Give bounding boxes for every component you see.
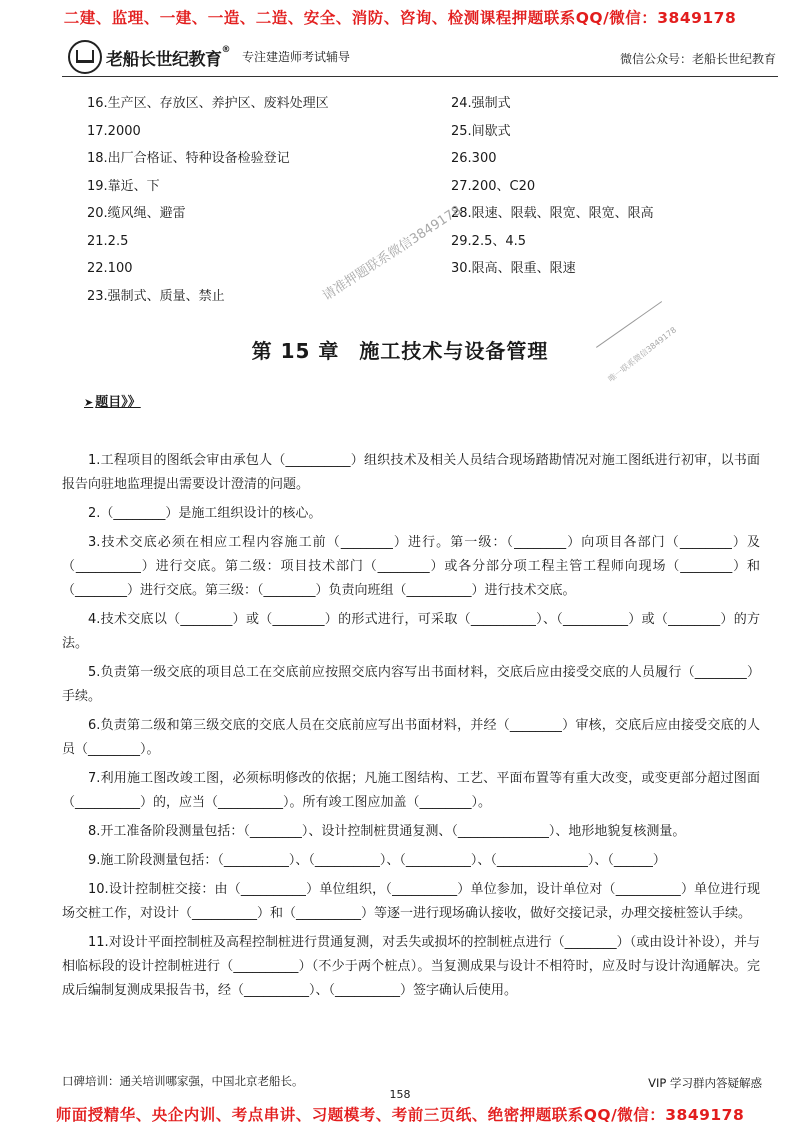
answer-item: 22.100 [87,261,133,276]
chapter-title [0,335,800,364]
answer-item: 26.300 [451,151,497,166]
question-item: 1.工程项目的图纸会审由承包人（__________）组织技术及相关人员结合现场踏勘情况对施工图纸进行初审，以书面报告向驻地监理提出需要设计澄清的问题。 [62,453,760,492]
answer-item: 27.200、C20 [451,178,536,194]
answer-item: 28.限速、限载、限宽、限宽、限高 [451,206,654,221]
answer-item: 29.2.5、4.5 [451,233,527,249]
watermark: 请准押题联系微信3849178 [320,203,465,304]
answer-item: 30.限高、限重、限速 [451,261,576,276]
answer-item: 21.2.5 [87,233,129,249]
answer-item: 24.强制式 [451,96,511,111]
top-banner: 二建、监理、一建、一造、二造、安全、消防、咨询、检测课程押题联系QQ/微信：3849178 [63,9,737,27]
chapter-name: 施工技术与设备管理 [359,339,549,363]
wechat-account: 微信公众号：老船长世纪教育 [619,52,776,66]
question-section-heading: ➤ 题目》》 [84,395,141,410]
answer-list-right [451,90,654,283]
arrow-icon: ➤ [84,396,94,409]
question-item: 8.开工准备阶段测量包括：（________）、设计控制桩贯通复测、（______________）、地形地貌复核测量。 [88,824,686,839]
answer-item: 16.生产区、存放区、养护区、废料处理区 [87,96,329,111]
question-item: 2.（________）是施工组织设计的核心。 [88,506,322,521]
question-item: 10.设计控制桩交接：由（__________）单位组织，（__________）单位参加，设计单位对（__________）单位进行现场交桩工作，对设计（__________）和（__________）等逐一进行现场确认接收，做好交接记录，办理交接桩签认手续。 [62,882,760,921]
footer-vip-note: VIP 学习群内答疑解惑 [648,1076,762,1090]
question-item: 9.施工阶段测量包括：（__________）、（__________）、（__________）、（______________）、（______） [88,853,666,868]
chapter-number: 第 15 章 [251,339,340,363]
watermark-small: 唯一联系微信3849178 [606,325,679,384]
page-header [68,38,776,74]
question-item: 11.对设计平面控制桩及高程控制桩进行贯通复测，对丢失或损坏的控制桩点进行（________）（或由设计补设），并与相临标段的设计控制桩进行（__________）（不少于两个桩点）。当复测成果与设计不相符时，应及时与设计沟通解决。完成后编制复测成果报告书，经（__________）、（__________）签字确认后使用。 [62,935,760,998]
logo [68,40,230,74]
answer-item: 20.缆风绳、避雷 [87,206,186,221]
question-item: 6.负责第二级和第三级交底的交底人员在交底前应写出书面材料，并经（________）审核，交底后应由接受交底的人员（________）。 [62,718,760,757]
question-list [62,449,760,1008]
question-item: 7.利用施工图改竣工图，必须标明修改的依据；凡施工图结构、工艺、平面布置等有重大改变，或变更部分超过图面（__________）的，应当（__________）。所有竣工图应加盖（________）。 [62,771,760,810]
bottom-banner: 师面授精华、央企内训、考点串讲、习题模考、考前三页纸、绝密押题联系QQ/微信：3849178 [55,1106,745,1124]
header-divider [62,76,778,77]
footer-slogan: 口碑培训：通关培训哪家强，中国北京老船长。 [62,1074,304,1088]
brand-name: 老船长世纪教育® [106,44,230,70]
answer-item: 23.强制式、质量、禁止 [87,288,225,304]
ship-logo-icon [68,40,102,74]
question-item: 3.技术交底必须在相应工程内容施工前（________）进行。第一级：（________）向项目各部门（________）及（__________）进行交底。第二级：项目技术部门（________）或各分部分项工程主管工程师向现场（________）和（________）进行交底。第三级：（________）负责向班组（__________）进行技术交底。 [62,535,760,598]
question-item: 5.负责第一级交底的项目总工在交底前应按照交底内容写出书面材料，交底后应由接受交底的人员履行（________）手续。 [62,665,760,704]
question-item: 4.技术交底以（________）或（________）的形式进行，可采取（__________）、（__________）或（________）的方法。 [62,612,760,651]
page-number: 158 [389,1088,411,1101]
tagline: 专注建造师考试辅导 [242,50,351,64]
answer-item: 19.靠近、下 [87,178,160,194]
answer-item: 25.间歇式 [451,123,511,139]
answer-list-left [87,90,329,310]
answer-item: 17.2000 [87,123,141,139]
answer-item: 18.出厂合格证、特种设备检验登记 [87,151,290,166]
